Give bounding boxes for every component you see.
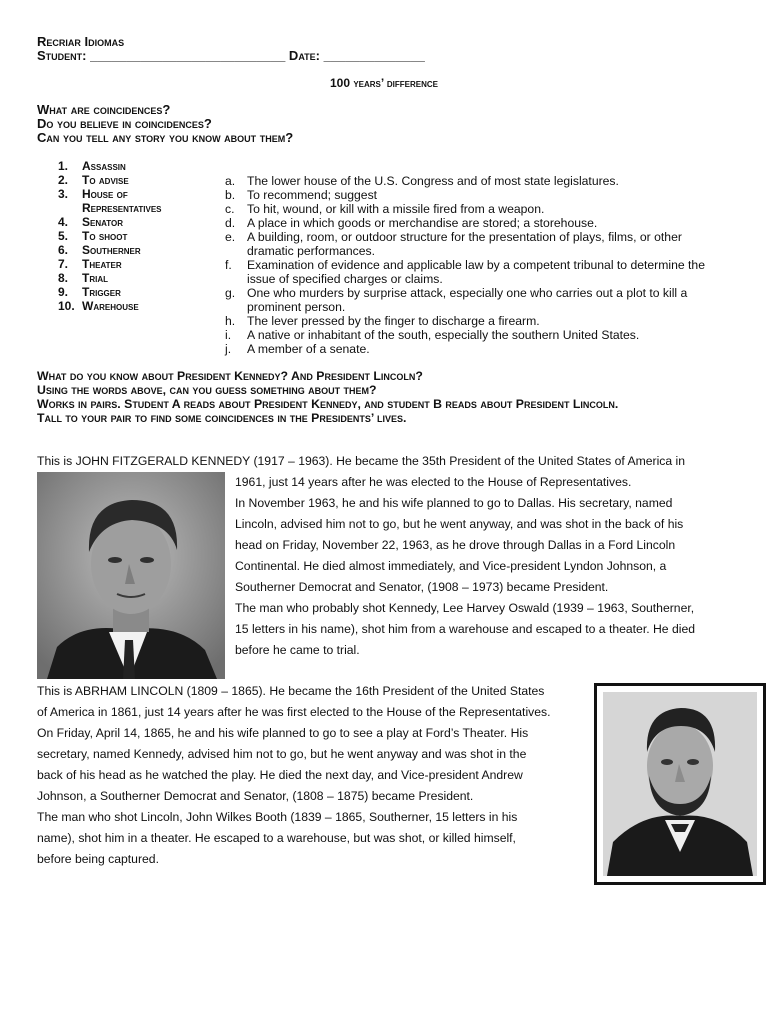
definition-text: To recommend; suggest <box>247 188 378 202</box>
definition-item <box>225 174 715 188</box>
definition-item <box>225 202 715 216</box>
vocab-word: Senator <box>82 215 124 229</box>
definition-item <box>225 286 715 314</box>
vocab-number: 3. <box>58 187 69 201</box>
vocab-item <box>58 201 202 215</box>
vocab-word: Southerner <box>82 243 141 257</box>
vocab-item <box>58 159 202 173</box>
definition-text: To hit, wound, or kill with a missile fired from a weapon. <box>247 202 545 216</box>
vocab-number: 8. <box>58 271 69 285</box>
vocab-word: To shoot <box>82 229 128 243</box>
vocab-number: 10. <box>58 299 75 313</box>
definition-item <box>225 230 715 258</box>
kennedy-portrait <box>37 472 225 679</box>
definition-letter: g. <box>225 286 236 300</box>
definition-text: A native or inhabitant of the south, especially the southern United States. <box>247 328 640 342</box>
kennedy-intro-line: 1961, just 14 years after he was elected to the House of Representatives. <box>235 475 632 489</box>
question: Can you tell any story you know about them? <box>37 130 294 145</box>
vocab-number: 6. <box>58 243 69 257</box>
definition-text: The lever pressed by the finger to discharge a firearm. <box>247 314 540 328</box>
vocab-number <box>58 201 82 215</box>
vocab-item <box>58 257 202 271</box>
definition-letter: c. <box>225 202 235 216</box>
definition-text: A place in which goods or merchandise are stored; a storehouse. <box>247 216 598 230</box>
vocab-item <box>58 299 202 313</box>
worksheet-title: 100 years’ difference <box>329 76 439 90</box>
vocab-item <box>58 173 202 187</box>
vocab-number: 5. <box>58 229 69 243</box>
vocab-item <box>58 187 202 201</box>
definition-text: Examination of evidence and applicable law by a competent tribunal to determine the issue of specified charges or claims. <box>247 258 705 286</box>
definition-text: A member of a senate. <box>247 342 370 356</box>
vocab-word: Representatives <box>82 201 162 215</box>
warmup-questions <box>37 103 293 145</box>
instruction-line: Works in pairs. Student A reads about President Kennedy, and student B reads about President Lincoln. <box>37 397 619 411</box>
definition-text: A building, room, or outdoor structure for the presentation of plays, films, or other dramatic performances. <box>247 230 682 258</box>
definition-letter: h. <box>225 314 236 328</box>
vocab-word: Theater <box>82 257 122 271</box>
definition-item <box>225 216 715 230</box>
lincoln-line: of America in 1861, just 14 years after he was first elected to the House of the Representatives. <box>37 705 551 719</box>
vocab-item <box>58 271 202 285</box>
vocab-number: 7. <box>58 257 69 271</box>
vocab-word: House of <box>82 187 128 201</box>
vocab-word: To advise <box>82 173 129 187</box>
definition-item <box>225 258 715 286</box>
vocab-item <box>58 243 202 257</box>
lincoln-line: This is ABRHAM LINCOLN (1809 – 1865). He became the 16th President of the United States <box>37 684 545 698</box>
instruction-line: What do you know about President Kennedy? And President Lincoln? <box>37 369 423 383</box>
vocab-word: Assassin <box>82 159 126 173</box>
vocab-item <box>58 285 202 299</box>
kennedy-line: head on Friday, November 22, 1963, as he drove through Dallas in a Ford Lincoln <box>235 538 676 552</box>
lincoln-line: The man who shot Lincoln, John Wilkes Booth (1839 – 1865, Southerner, 15 letters in his <box>37 810 518 824</box>
question: What are coincidences? <box>37 102 171 117</box>
lincoln-line: back of his head as he watched the play. He died the next day, and Vice-president Andrew <box>37 768 523 782</box>
lincoln-line: name), shot him in a theater. He escaped to a warehouse, but was shot, or killed himself, <box>37 831 516 845</box>
definition-letter: f. <box>225 258 232 272</box>
definition-letter: a. <box>225 174 236 188</box>
vocab-word: Trigger <box>82 285 121 299</box>
lincoln-portrait <box>603 692 757 876</box>
vocabulary-list <box>58 159 202 313</box>
definition-letter: i. <box>225 328 232 342</box>
lincoln-line: Johnson, a Southerner Democrat and Senator, (1808 – 1875) became President. <box>37 789 474 803</box>
definition-letter: j. <box>225 342 232 356</box>
vocab-item <box>58 229 202 243</box>
lincoln-line: before being captured. <box>37 852 159 866</box>
definition-letter: b. <box>225 188 236 202</box>
kennedy-line: Continental. He died almost immediately, and Vice-president Lyndon Johnson, a <box>235 559 667 573</box>
question: Do you believe in coincidences? <box>37 116 212 131</box>
kennedy-line: before he came to trial. <box>235 643 360 657</box>
kennedy-line: The man who probably shot Kennedy, Lee Harvey Oswald (1939 – 1963, Southerner, <box>235 601 695 615</box>
definition-text: One who murders by surprise attack, especially one who carries out a plot to kill a prominent person. <box>247 286 688 314</box>
kennedy-story <box>235 493 735 661</box>
vocab-word: Warehouse <box>82 299 139 313</box>
lincoln-story <box>37 681 585 870</box>
lincoln-line: secretary, named Kennedy, advised him not to go, but he went anyway and was shot in the <box>37 747 527 761</box>
definition-item <box>225 342 715 356</box>
lincoln-portrait-frame <box>594 683 766 885</box>
instructions <box>37 369 618 425</box>
kennedy-line: Southerner Democrat and Senator, (1908 – 1973) became President. <box>235 580 609 594</box>
definition-item <box>225 314 715 328</box>
vocab-number: 9. <box>58 285 69 299</box>
kennedy-line: In November 1963, he and his wife planned to go to Dallas. His secretary, named <box>235 496 673 510</box>
vocab-word: Trial <box>82 271 108 285</box>
definition-text: The lower house of the U.S. Congress and of most state legislatures. <box>247 174 619 188</box>
vocab-number: 1. <box>58 159 69 173</box>
definition-item <box>225 328 715 342</box>
definitions-list <box>225 174 715 356</box>
definition-letter: e. <box>225 230 236 244</box>
kennedy-intro-line: This is JOHN FITZGERALD KENNEDY (1917 – 1963). He became the 35th President of the United States of America in <box>37 454 686 468</box>
instruction-line: Tall to your pair to find some coincidences in the Presidents’ lives. <box>37 411 407 425</box>
kennedy-line: Lincoln, advised him not to go, but he went anyway, and was shot in the back of his <box>235 517 684 531</box>
definition-item <box>225 188 715 202</box>
vocab-number: 4. <box>58 215 69 229</box>
instruction-line: Using the words above, can you guess something about them? <box>37 383 377 397</box>
student-date-line: Student: ___________________________ Date: ______________ <box>37 48 425 63</box>
kennedy-line: 15 letters in his name), shot him from a warehouse and escaped to a theater. He died <box>235 622 696 636</box>
lincoln-line: On Friday, April 14, 1865, he and his wife planned to go to see a play at Ford’s Theater. His <box>37 726 529 740</box>
vocab-number: 2. <box>58 173 69 187</box>
vocab-item <box>58 215 202 229</box>
school-name: Recriar Idiomas <box>37 34 125 49</box>
definition-letter: d. <box>225 216 236 230</box>
